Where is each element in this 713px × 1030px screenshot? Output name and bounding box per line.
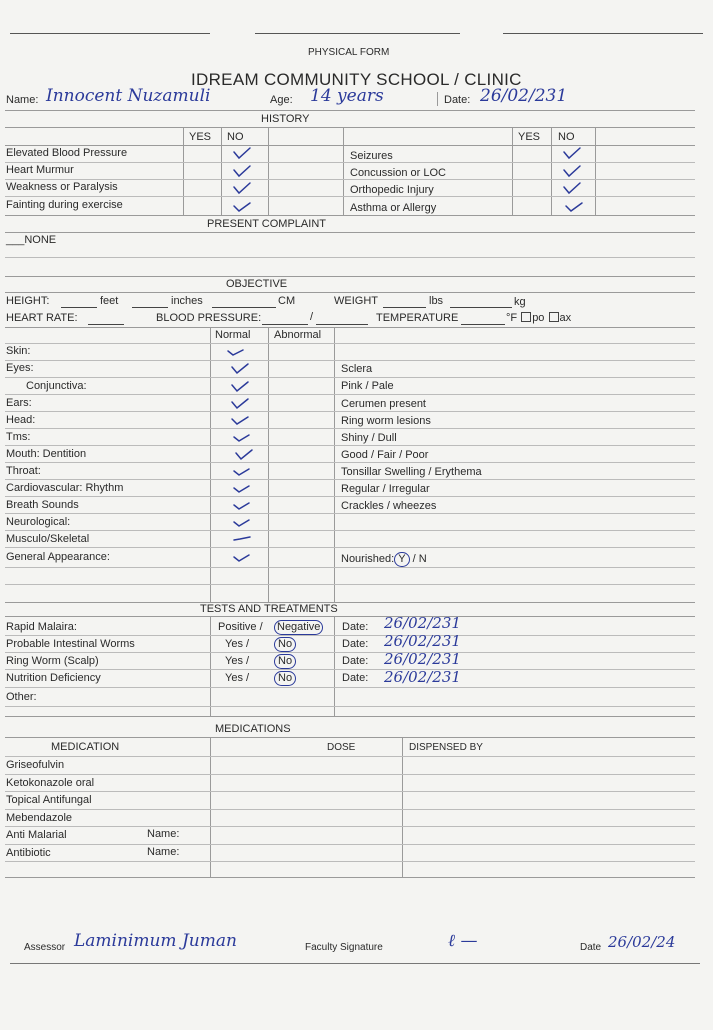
- blank-line: [132, 307, 168, 308]
- top-rule: [255, 33, 460, 34]
- history-title: HISTORY: [261, 113, 310, 125]
- medication-name-label: Name:: [147, 828, 180, 840]
- ax-checkbox[interactable]: [549, 312, 559, 322]
- col-line: [512, 127, 513, 215]
- dispensed-header: DISPENSED BY: [409, 742, 483, 753]
- form-label: PHYSICAL FORM: [308, 47, 390, 58]
- dose-header: DOSE: [327, 742, 356, 753]
- medications-title: MEDICATIONS: [215, 723, 291, 735]
- normal-header: Normal: [215, 329, 251, 341]
- test-date-value: 26/02/231: [384, 668, 461, 686]
- check-mark-icon: [562, 146, 582, 160]
- bp-slash: /: [310, 311, 314, 323]
- tests-title: TESTS AND TREATMENTS: [200, 603, 338, 615]
- check-mark-icon: [234, 447, 254, 461]
- rule: [5, 276, 695, 277]
- exam-label: Breath Sounds: [6, 499, 79, 511]
- test-date-label: Date:: [342, 672, 369, 684]
- rule: [5, 343, 695, 344]
- rule: [5, 706, 695, 707]
- history-no-header-right: NO: [558, 131, 575, 143]
- test-date-label: Date:: [342, 621, 369, 633]
- rule: [5, 809, 695, 810]
- rule: [5, 394, 695, 395]
- test-option: Yes /: [225, 672, 250, 684]
- po-checkbox[interactable]: [521, 312, 531, 322]
- age-value: 14 years: [310, 86, 384, 106]
- test-label: Nutrition Deficiency: [6, 672, 101, 684]
- check-mark-icon: [232, 481, 252, 495]
- col-line: [210, 737, 211, 877]
- bottom-rule: [10, 963, 700, 964]
- age-label: Age:: [270, 94, 293, 106]
- exam-label: Head:: [6, 414, 36, 426]
- exam-note: Crackles / wheezes: [341, 500, 437, 512]
- blank-line: [61, 307, 97, 308]
- history-item: Concussion or LOC: [350, 167, 446, 179]
- abnormal-header: Abnormal: [274, 329, 322, 341]
- test-date-label: Date:: [342, 655, 369, 667]
- faculty-signature: ℓ —: [448, 931, 478, 951]
- complaint-value: ___NONE: [6, 234, 57, 246]
- check-mark-icon: [232, 181, 252, 195]
- col-line: [343, 127, 344, 215]
- history-item: Heart Murmur: [6, 164, 74, 176]
- footer-date-label: Date: [580, 942, 602, 953]
- blank-line: [262, 324, 308, 325]
- footer-date-value: 26/02/24: [608, 933, 676, 951]
- exam-note: Cerumen present: [341, 398, 426, 410]
- check-mark-icon: [230, 361, 250, 375]
- rule: [5, 547, 695, 548]
- check-mark-icon: [230, 413, 250, 427]
- po-label: po: [532, 312, 545, 324]
- lbs-label: lbs: [429, 295, 444, 307]
- medication-item: Ketokonazole oral: [6, 777, 95, 789]
- nourished-no: / N: [412, 553, 427, 565]
- rule: [5, 567, 695, 568]
- height-label: HEIGHT:: [6, 295, 50, 307]
- check-mark-icon: [562, 181, 582, 195]
- rule: [5, 215, 695, 216]
- rule: [5, 877, 695, 878]
- assessor-signature: Laminimum Juman: [74, 931, 237, 951]
- test-date-value: 26/02/231: [384, 650, 461, 668]
- rule: [5, 496, 695, 497]
- exam-note: Sclera: [341, 363, 373, 375]
- rule: [5, 462, 695, 463]
- nourished-yes-circled: Y: [394, 552, 409, 567]
- test-label: Rapid Malaira:: [6, 621, 77, 633]
- exam-note: Regular / Irregular: [341, 483, 430, 495]
- test-date-value: 26/02/231: [384, 632, 461, 650]
- blank-line: [450, 307, 512, 308]
- rule: [5, 479, 695, 480]
- check-mark-icon: [232, 464, 252, 478]
- rule: [5, 652, 695, 653]
- history-item: Elevated Blood Pressure: [6, 147, 128, 159]
- temperature-units: [506, 312, 571, 325]
- col-line: [210, 616, 211, 716]
- blank-line: [316, 324, 368, 325]
- blank-line: [461, 324, 505, 325]
- rule: [5, 756, 695, 757]
- divider: [437, 92, 438, 106]
- inches-label: inches: [171, 295, 203, 307]
- exam-label: Tms:: [6, 431, 31, 443]
- kg-label: kg: [514, 296, 526, 308]
- blank-line: [383, 307, 426, 308]
- rule: [5, 826, 695, 827]
- test-date-label: Date:: [342, 638, 369, 650]
- complaint-title: PRESENT COMPLAINT: [207, 218, 326, 230]
- col-line: [268, 127, 269, 215]
- history-item: Orthopedic Injury: [350, 184, 434, 196]
- col-line: [334, 327, 335, 602]
- check-mark-icon: [564, 199, 584, 213]
- medication-name-label: Name:: [147, 846, 180, 858]
- col-line: [210, 327, 211, 602]
- rule: [5, 530, 695, 531]
- check-mark-icon: [232, 550, 252, 564]
- col-line: [402, 737, 403, 877]
- col-line: [551, 127, 552, 215]
- check-mark-icon: [232, 146, 252, 160]
- rule: [5, 292, 695, 293]
- test-label: Probable Intestinal Worms: [6, 638, 135, 650]
- fahrenheit-label: °F: [506, 312, 518, 324]
- faculty-signature-label: Faculty Signature: [305, 942, 383, 953]
- exam-label: Neurological:: [6, 516, 71, 528]
- history-item: Asthma or Allergy: [350, 202, 437, 214]
- exam-note: Tonsillar Swelling / Erythema: [341, 466, 482, 478]
- objective-title: OBJECTIVE: [226, 278, 288, 290]
- medication-header: MEDICATION: [51, 741, 120, 753]
- test-date-value: 26/02/231: [384, 614, 461, 632]
- blood-pressure-label: BLOOD PRESSURE:: [156, 312, 262, 324]
- test-option: Positive /: [218, 621, 263, 633]
- check-mark-icon: [562, 164, 582, 178]
- blank-line: [212, 307, 276, 308]
- test-result-circled: Negative: [274, 620, 323, 635]
- rule: [5, 257, 695, 258]
- name-value: Innocent Nuzamuli: [46, 86, 211, 106]
- col-line: [183, 127, 184, 215]
- check-mark-icon: [230, 396, 250, 410]
- nourished-label: [341, 552, 427, 567]
- check-mark-icon: [230, 379, 250, 393]
- rule: [5, 635, 695, 636]
- col-line: [334, 616, 335, 716]
- test-label: Ring Worm (Scalp): [6, 655, 99, 667]
- rule: [5, 584, 695, 585]
- ax-label: ax: [559, 312, 572, 324]
- exam-label: General Appearance:: [6, 551, 110, 563]
- test-label: Other:: [6, 691, 37, 703]
- exam-note: Shiny / Dull: [341, 432, 397, 444]
- exam-label: Skin:: [6, 345, 31, 357]
- rule: [5, 669, 695, 670]
- medication-item: Anti Malarial: [6, 829, 67, 841]
- exam-label: Throat:: [6, 465, 41, 477]
- exam-label: Ears:: [6, 397, 32, 409]
- rule: [5, 145, 695, 146]
- rule: [5, 861, 695, 862]
- check-mark-icon: [232, 532, 252, 546]
- test-option: Yes /: [225, 655, 250, 667]
- assessor-label: Assessor: [24, 942, 66, 953]
- feet-label: feet: [100, 295, 119, 307]
- rule: [5, 411, 695, 412]
- temperature-label: TEMPERATURE: [376, 312, 459, 324]
- name-label: Name:: [6, 94, 39, 106]
- check-mark-icon: [226, 344, 246, 358]
- history-item: Seizures: [350, 150, 393, 162]
- history-yes-header: YES: [189, 131, 212, 143]
- exam-label: Mouth: Dentition: [6, 448, 87, 460]
- weight-label: WEIGHT: [334, 295, 378, 307]
- top-rule: [503, 33, 703, 34]
- history-item: Fainting during exercise: [6, 199, 123, 211]
- exam-note: Good / Fair / Poor: [341, 449, 429, 461]
- exam-label: Eyes:: [6, 362, 34, 374]
- check-mark-icon: [232, 164, 252, 178]
- rule: [5, 360, 695, 361]
- check-mark-icon: [232, 199, 252, 213]
- exam-label: Musculo/Skeletal: [6, 533, 90, 545]
- rule: [5, 445, 695, 446]
- history-yes-header-right: YES: [518, 131, 541, 143]
- test-option: Yes /: [225, 638, 250, 650]
- check-mark-icon: [232, 498, 252, 512]
- rule: [5, 737, 695, 738]
- check-mark-icon: [232, 515, 252, 529]
- medication-item: Griseofulvin: [6, 759, 65, 771]
- check-mark-icon: [232, 430, 252, 444]
- medication-item: Topical Antifungal: [6, 794, 92, 806]
- history-item: Weakness or Paralysis: [6, 181, 118, 193]
- exam-note: Pink / Pale: [341, 380, 394, 392]
- rule: [5, 377, 695, 378]
- rule: [5, 616, 695, 617]
- col-line: [268, 327, 269, 602]
- rule: [5, 327, 695, 328]
- test-result-circled: No: [274, 637, 296, 652]
- exam-note: Ring worm lesions: [341, 415, 431, 427]
- rule: [5, 602, 695, 603]
- col-line: [595, 127, 596, 215]
- rule: [5, 232, 695, 233]
- rule: [5, 687, 695, 688]
- medication-item: Mebendazole: [6, 812, 73, 824]
- date-label: Date:: [444, 94, 471, 106]
- blank-line: [88, 324, 124, 325]
- date-value: 26/02/231: [480, 86, 568, 106]
- rule: [5, 110, 695, 111]
- history-no-header: NO: [227, 131, 244, 143]
- heart-rate-label: HEART RATE:: [6, 312, 78, 324]
- rule: [5, 428, 695, 429]
- rule: [5, 774, 695, 775]
- test-result-circled: No: [274, 671, 296, 686]
- nourished-text: Nourished:: [341, 553, 395, 565]
- rule: [5, 127, 695, 128]
- rule: [5, 513, 695, 514]
- rule: [5, 716, 695, 717]
- rule: [5, 791, 695, 792]
- test-result-circled: No: [274, 654, 296, 669]
- medication-item: Antibiotic: [6, 847, 51, 859]
- exam-label: Conjunctiva:: [26, 380, 87, 392]
- page-title: IDREAM COMMUNITY SCHOOL / CLINIC: [191, 70, 522, 89]
- exam-label: Cardiovascular: Rhythm: [6, 482, 124, 494]
- cm-label: CM: [278, 295, 296, 307]
- col-line: [221, 127, 222, 215]
- top-rule: [10, 33, 210, 34]
- rule: [5, 844, 695, 845]
